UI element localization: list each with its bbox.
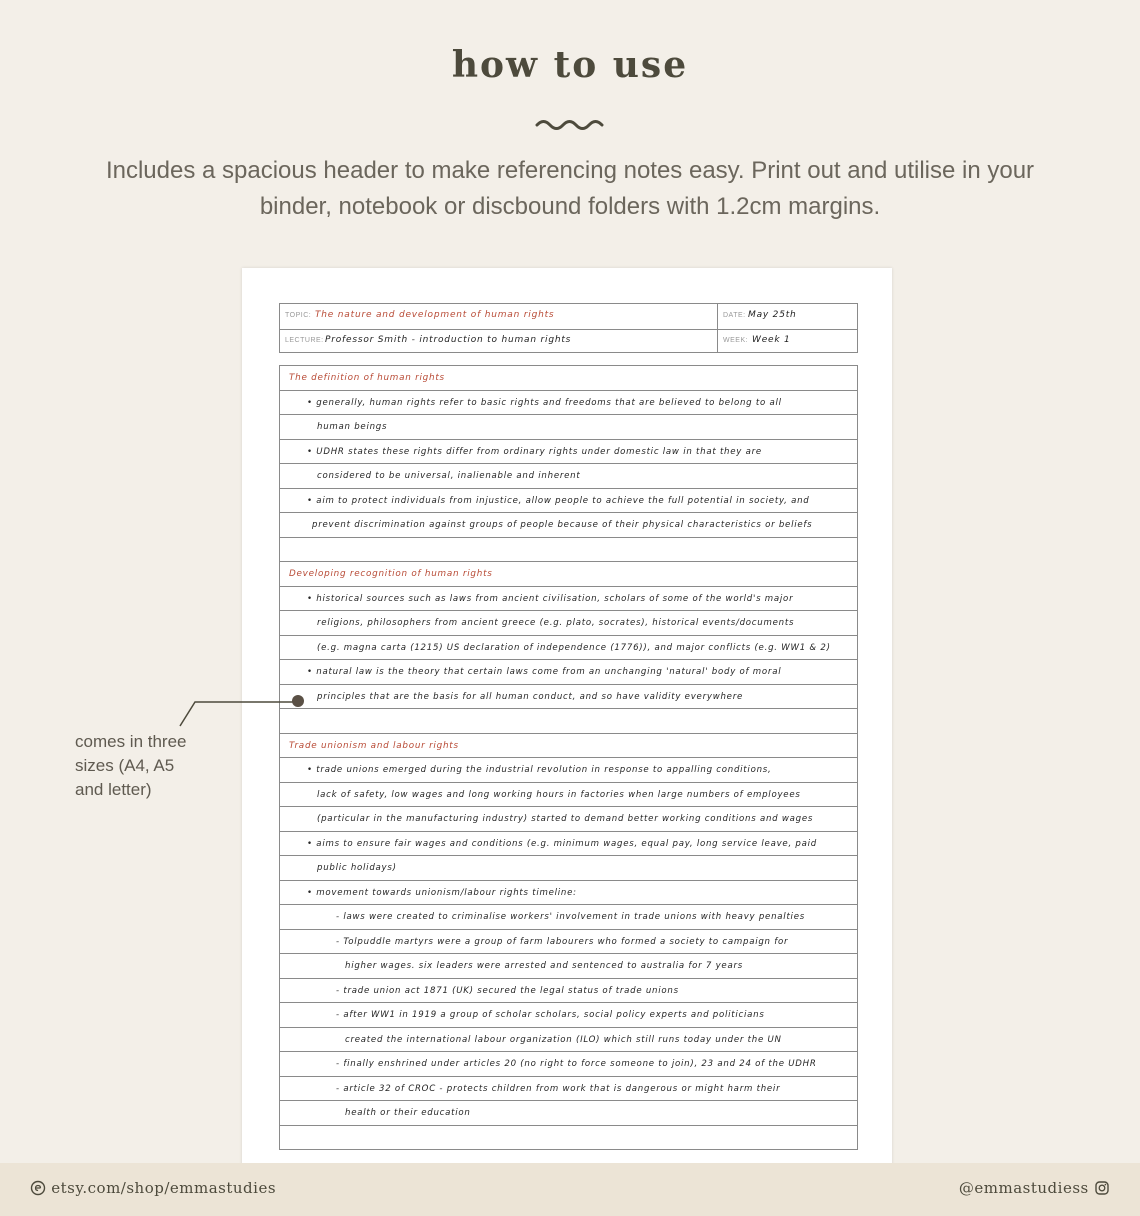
note-line: • generally, human rights refer to basic rights and freedoms that are believed to belong to all (280, 391, 857, 416)
notes-sheet (242, 268, 892, 1168)
page-title: how to use (451, 44, 689, 86)
lecture-value: Professor Smith - introduction to human rights (325, 335, 572, 345)
etsy-icon (30, 1180, 46, 1196)
sheet-header (279, 303, 858, 353)
note-line: • trade unions emerged during the industrial revolution in response to appalling conditions, (280, 758, 857, 783)
note-line: considered to be universal, inalienable and inherent (280, 464, 857, 489)
shop-link[interactable] (30, 1179, 276, 1197)
note-line: human beings (280, 415, 857, 440)
note-line: - Tolpuddle martyrs were a group of farm labourers who formed a society to campaign for (280, 930, 857, 955)
intro-line-1: Includes a spacious header to make referencing notes easy. Print out and utilise in your (105, 157, 1035, 184)
squiggle-divider-icon (535, 116, 605, 132)
blank-line (280, 538, 857, 563)
note-line: (particular in the manufacturing industry) started to demand better working conditions and wages (280, 807, 857, 832)
note-line: - finally enshrined under articles 20 (no right to force someone to join), 23 and 24 of the UDHR (280, 1052, 857, 1077)
callout-line-2: sizes (A4, A5 (75, 756, 175, 775)
footer-bar (0, 1163, 1140, 1216)
section-heading: Trade unionism and labour rights (280, 734, 857, 759)
week-value: Week 1 (752, 335, 791, 345)
size-callout (75, 730, 215, 802)
note-line: • natural law is the theory that certain laws come from an unchanging 'natural' body of moral (280, 660, 857, 685)
note-line: lack of safety, low wages and long working hours in factories when large numbers of employees (280, 783, 857, 808)
note-line: - laws were created to criminalise workers' involvement in trade unions with heavy penalties (280, 905, 857, 930)
note-line: • movement towards unionism/labour rights timeline: (280, 881, 857, 906)
note-line: religions, philosophers from ancient greece (e.g. plato, socrates), historical events/documents (280, 611, 857, 636)
note-line: • UDHR states these rights differ from ordinary rights under domestic law in that they are (280, 440, 857, 465)
week-label: WEEK: (723, 337, 749, 344)
note-line: prevent discrimination against groups of people because of their physical characteristics or beliefs (280, 513, 857, 538)
note-line: • aim to protect individuals from injustice, allow people to achieve the full potential in society, and (280, 489, 857, 514)
date-label: DATE: (723, 312, 746, 319)
blank-line (280, 709, 857, 734)
date-value: May 25th (748, 310, 797, 320)
instagram-icon (1094, 1180, 1110, 1196)
section-heading: The definition of human rights (280, 366, 857, 391)
instagram-handle: @emmastudiess (958, 1179, 1089, 1197)
callout-pointer (0, 0, 310, 740)
callout-line-3: and letter) (75, 780, 152, 799)
notes-lines (279, 365, 858, 1150)
note-line: • aims to ensure fair wages and conditions (e.g. minimum wages, equal pay, long service leave, paid (280, 832, 857, 857)
section-heading: Developing recognition of human rights (280, 562, 857, 587)
note-line: health or their education (280, 1101, 857, 1126)
lecture-label: LECTURE: (285, 337, 324, 344)
note-line: • historical sources such as laws from ancient civilisation, scholars of some of the world's major (280, 587, 857, 612)
note-line: - trade union act 1871 (UK) secured the legal status of trade unions (280, 979, 857, 1004)
blank-line (280, 1126, 857, 1151)
instagram-link[interactable] (959, 1179, 1110, 1197)
intro-line-2: binder, notebook or discbound folders with 1.2cm margins. (259, 193, 881, 220)
note-line: - article 32 of CROC - protects children from work that is dangerous or might harm their (280, 1077, 857, 1102)
note-line: (e.g. magna carta (1215) US declaration of independence (1776)), and major conflicts (e.g. WW1 & 2) (280, 636, 857, 661)
note-line: created the international labour organization (ILO) which still runs today under the UN (280, 1028, 857, 1053)
shop-url: etsy.com/shop/emmastudies (51, 1179, 277, 1197)
note-line: - after WW1 in 1919 a group of scholar scholars, social policy experts and politicians (280, 1003, 857, 1028)
note-line: public holidays) (280, 856, 857, 881)
note-line: higher wages. six leaders were arrested and sentenced to australia for 7 years (280, 954, 857, 979)
callout-line-1: comes in three (75, 732, 187, 751)
topic-label: TOPIC: (285, 312, 312, 319)
topic-value: The nature and development of human rights (315, 310, 555, 320)
callout-dot-icon (292, 695, 304, 707)
note-line: principles that are the basis for all human conduct, and so have validity everywhere (280, 685, 857, 710)
